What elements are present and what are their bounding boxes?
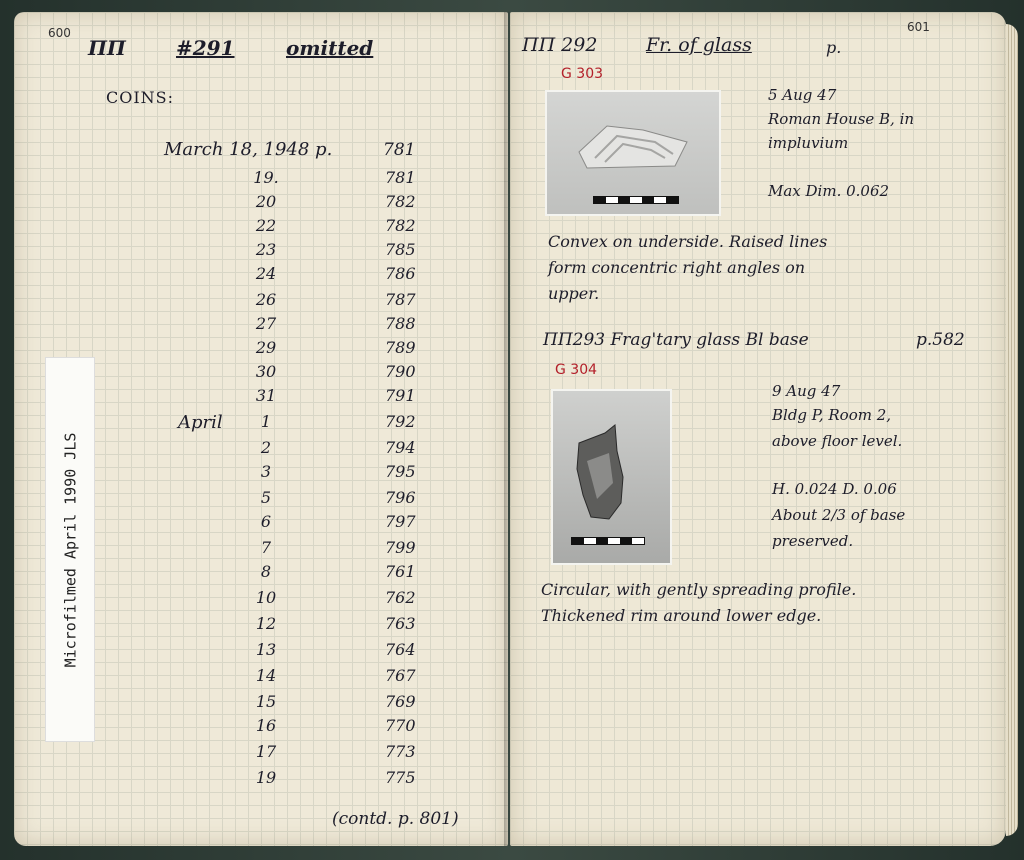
entry-date: 15 (255, 692, 277, 711)
entry2-desc-line-1: Circular, with gently spreading profile. (541, 580, 857, 599)
header-number: #291 (176, 36, 235, 60)
entry-date: 7 (260, 538, 272, 557)
entry-page: 775 (385, 768, 416, 787)
entry1-location-2: impluvium (768, 134, 849, 152)
continued-note: (contd. p. 801) (332, 809, 459, 829)
entry1-desc-line-3: upper. (548, 284, 600, 303)
entry-date: 19 (255, 768, 277, 787)
entry-page: 769 (385, 692, 416, 711)
entry-page: 796 (385, 488, 416, 507)
entry2-location-1: Bldg P, Room 2, (772, 406, 892, 424)
section-coins: COINS: (106, 88, 175, 107)
entry-page: 785 (385, 240, 416, 259)
entry-page: 761 (385, 562, 416, 581)
glass-fragment-photo-1 (545, 90, 721, 216)
left-page-number: 600 (48, 26, 71, 40)
entry-page: 799 (385, 538, 416, 557)
entry-page: 781 (385, 168, 416, 187)
entry-date: 31 (255, 386, 277, 405)
entry2-desc-line-2: Thickened rim around lower edge. (541, 606, 822, 625)
entry-date: 12 (255, 614, 277, 633)
header-prefix: ΠΠ (88, 36, 126, 60)
entry-date: 26 (255, 290, 277, 309)
entry1-location-1: Roman House B, in (768, 110, 915, 128)
header-status: omitted (286, 36, 374, 60)
scale-bar-2 (571, 537, 645, 545)
entry-page: 767 (385, 666, 416, 685)
entry2-dimensions: H. 0.024 D. 0.06 (772, 480, 897, 498)
entry-page: 792 (385, 412, 416, 431)
entry-page: 791 (385, 386, 416, 405)
entry-date: 29 (255, 338, 277, 357)
entry-date: 19. (253, 168, 279, 187)
entry-date: 2 (260, 438, 272, 457)
entry-date: 27 (255, 314, 277, 333)
first-entry-page: 781 (383, 140, 416, 160)
entry-page: 764 (385, 640, 416, 659)
entry2-inventory: G 304 (555, 362, 598, 378)
entry2-page: p.582 (916, 330, 965, 350)
right-page-number: 601 (907, 20, 930, 34)
april-label: April (178, 412, 223, 433)
entry-date: 6 (260, 512, 272, 531)
entry-date: 22 (255, 216, 277, 235)
entry-date: 10 (255, 588, 277, 607)
entry-date: 1 (260, 412, 272, 431)
entry-date: 16 (255, 716, 277, 735)
microfilm-stamp (45, 357, 95, 742)
entry2-date: 9 Aug 47 (772, 382, 841, 400)
entry1-date: 5 Aug 47 (768, 86, 837, 104)
entry-date: 23 (255, 240, 277, 259)
entry-page: 762 (385, 588, 416, 607)
entry1-page: p. (826, 38, 842, 57)
entry-page: 788 (385, 314, 416, 333)
entry-page: 797 (385, 512, 416, 531)
entry-page: 782 (385, 216, 416, 235)
entry-date: 14 (255, 666, 277, 685)
microfilm-stamp-text: Microfilmed April 1990 JLS (61, 432, 79, 667)
entry2-title: ΠΠ293 Frag'tary glass Bl base (543, 330, 809, 350)
entry-date: 5 (260, 488, 272, 507)
entry-page: 782 (385, 192, 416, 211)
entry-page: 773 (385, 742, 416, 761)
entry-date: 3 (260, 462, 272, 481)
entry-date: 13 (255, 640, 277, 659)
entry1-desc-line-2: form concentric right angles on (548, 258, 806, 277)
page-edges (1006, 24, 1018, 836)
entry-page: 786 (385, 264, 416, 283)
entry-date: 20 (255, 192, 277, 211)
entry-date: 24 (255, 264, 277, 283)
entry1-number: ΠΠ 292 (522, 34, 598, 56)
scale-bar-1 (593, 196, 679, 204)
glass-fragment-photo-2 (551, 389, 672, 565)
entry1-dimensions: Max Dim. 0.062 (768, 182, 890, 200)
entry-date: 17 (255, 742, 277, 761)
entry-page: 794 (385, 438, 416, 457)
entry-page: 789 (385, 338, 416, 357)
entry1-inventory: G 303 (561, 66, 604, 82)
entry2-location-2: above floor level. (772, 432, 903, 450)
entry-page: 770 (385, 716, 416, 735)
entry-page: 763 (385, 614, 416, 633)
entry2-preserved-1: About 2/3 of base (772, 506, 906, 524)
first-entry-date: March 18, 1948 p. (164, 139, 333, 160)
entry2-preserved-2: preserved. (772, 532, 854, 550)
entry-page: 787 (385, 290, 416, 309)
entry-page: 795 (385, 462, 416, 481)
entry1-desc: Fr. of glass (646, 34, 752, 56)
entry-date: 8 (260, 562, 272, 581)
entry1-desc-line-1: Convex on underside. Raised lines (548, 232, 828, 251)
entry-date: 30 (255, 362, 277, 381)
entry-page: 790 (385, 362, 416, 381)
